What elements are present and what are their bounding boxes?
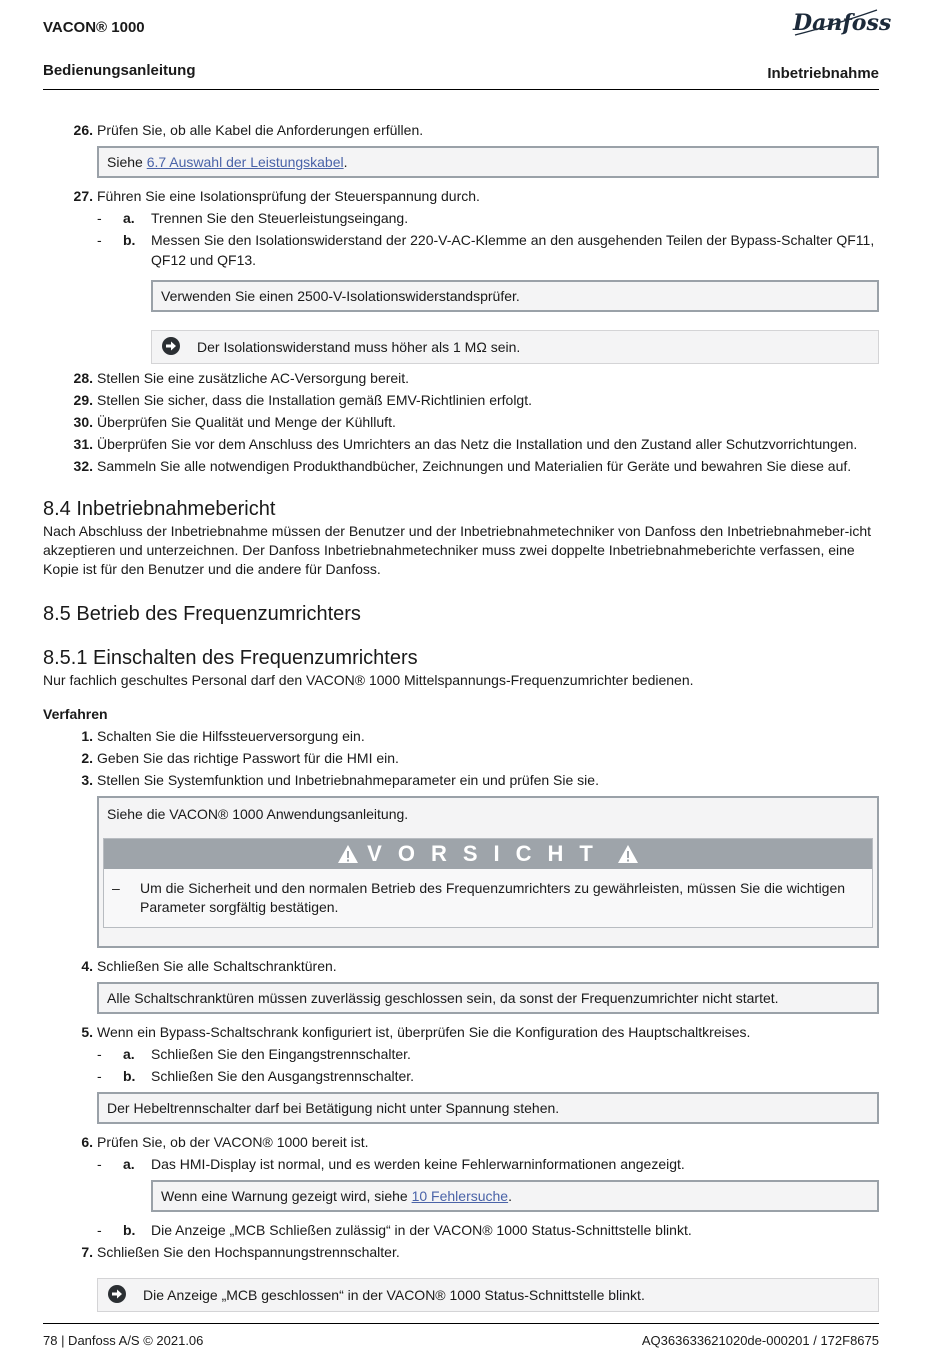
step-29 xyxy=(43,390,879,410)
step-number: 4. xyxy=(81,958,93,974)
warning-icon xyxy=(337,844,359,864)
step-number: 3. xyxy=(81,772,93,788)
substep-27a xyxy=(43,208,879,228)
danfoss-logo-text: Danfoss xyxy=(793,10,892,36)
substep-5a xyxy=(43,1044,879,1064)
section-body-8-4: Nach Abschluss der Inbetriebnahme müssen der Benutzer und der Inbetriebnahmetechniker von Danfoss den Inbetriebnahmeber-icht akzeptieren und unterzeichnen. Der Danfoss Inbetriebnahmetechniker muss zwei doppelte Inbetriebnahmeberichte verfassen, eine Kopie ist für den Benutzer und die andere für Danfoss. xyxy=(43,523,872,577)
substep-letter: a. xyxy=(123,1156,135,1172)
note-text: Siehe xyxy=(107,154,147,170)
substep-letter: a. xyxy=(123,1046,135,1062)
substep-letter: b. xyxy=(123,1222,136,1238)
step-32 xyxy=(43,456,879,476)
step-number: 5. xyxy=(81,1024,93,1040)
footer-doc-code: AQ363633621020de-000201 / 172F8675 xyxy=(641,1333,879,1348)
proc-step-2 xyxy=(43,748,879,768)
note-suffix: . xyxy=(343,154,348,170)
footer-page-info: 78 | Danfoss A/S © 2021.06 xyxy=(43,1333,204,1348)
danfoss-logo xyxy=(791,4,892,40)
substep-dash: - xyxy=(97,232,102,248)
proc-step-6 xyxy=(43,1132,879,1152)
warning-icon xyxy=(617,844,639,864)
step-number: 27. xyxy=(73,188,93,204)
step-text: Stellen Sie eine zusätzliche AC-Versorgung bereit. xyxy=(97,370,410,386)
step-text: Überprüfen Sie vor dem Anschluss des Umrichters an das Netz die Installation und den Zustand aller Schutzvorrichtungen. xyxy=(97,436,858,452)
step-number: 29. xyxy=(73,392,93,408)
caution-body xyxy=(104,869,872,927)
note-box-with-caution xyxy=(97,796,879,948)
proc-step-4 xyxy=(43,956,879,976)
step-text: Stellen Sie Systemfunktion und Inbetriebnahmeparameter ein und prüfen Sie sie. xyxy=(97,772,599,788)
step-text: Stellen Sie sicher, dass die Installation gemäß EMV-Richtlinien erfolgt. xyxy=(97,392,532,408)
note-box: Der Hebeltrennschalter darf bei Betätigung nicht unter Spannung stehen. xyxy=(97,1092,879,1124)
header-divider xyxy=(43,89,879,90)
note-suffix: . xyxy=(508,1188,512,1204)
step-text: Wenn ein Bypass-Schaltschrank konfiguriert ist, überprüfen Sie die Konfiguration des Hauptschaltkreises. xyxy=(97,1024,751,1040)
substep-text: Schließen Sie den Ausgangstrennschalter. xyxy=(151,1068,415,1084)
substep-dash: - xyxy=(97,1068,102,1084)
caution-bullet: – xyxy=(112,880,120,896)
step-number: 28. xyxy=(73,370,93,386)
substep-letter: b. xyxy=(123,1068,136,1084)
footer-divider xyxy=(43,1323,879,1324)
step-28 xyxy=(43,368,879,388)
caution-panel xyxy=(103,838,873,928)
section-heading-8-5-1: 8.5.1 Einschalten des Frequenzumrichters xyxy=(43,647,418,669)
proc-step-1 xyxy=(43,726,879,746)
step-31 xyxy=(43,434,879,454)
substep-text: Die Anzeige „MCB Schließen zulässig“ in der VACON® 1000 Status-Schnittstelle blinkt. xyxy=(151,1222,692,1238)
step-text: Sammeln Sie alle notwendigen Produkthandbücher, Zeichnungen und Materialien für Geräte und bewahren Sie diese auf. xyxy=(97,458,852,474)
step-text: Prüfen Sie, ob der VACON® 1000 bereit ist. xyxy=(97,1134,369,1150)
note-box: Verwenden Sie einen 2500-V-Isolationswiderstandsprüfer. xyxy=(151,280,879,312)
section-body-8-5-1: Nur fachlich geschultes Personal darf den VACON® 1000 Mittelspannungs-Frequenzumrichter bedienen. xyxy=(43,672,694,688)
step-number: 30. xyxy=(73,414,93,430)
link-troubleshooting[interactable]: 10 Fehlersuche xyxy=(411,1188,509,1204)
substep-5b xyxy=(43,1066,879,1086)
note-box xyxy=(97,146,879,178)
step-number: 31. xyxy=(73,436,93,452)
substep-dash: - xyxy=(97,210,102,226)
substep-letter: a. xyxy=(123,210,135,226)
result-box xyxy=(97,1278,879,1312)
substep-text: Das HMI-Display ist normal, und es werden keine Fehlerwarninformationen angezeigt. xyxy=(151,1156,685,1172)
step-number: 32. xyxy=(73,458,93,474)
step-text: Schalten Sie die Hilfssteuerversorgung ein. xyxy=(97,728,365,744)
step-text: Führen Sie eine Isolationsprüfung der Steuerspannung durch. xyxy=(97,188,480,204)
step-text: Schließen Sie den Hochspannungstrennschalter. xyxy=(97,1244,400,1260)
result-text: Der Isolationswiderstand muss höher als 1 MΩ sein. xyxy=(197,339,521,355)
header-section: Inbetriebnahme xyxy=(767,65,879,82)
step-30 xyxy=(43,412,879,432)
substep-text: Schließen Sie den Eingangstrennschalter. xyxy=(151,1046,411,1062)
substep-dash: - xyxy=(97,1046,102,1062)
note-box: Alle Schaltschranktüren müssen zuverlässig geschlossen sein, da sonst der Frequenzumrichter nicht startet. xyxy=(97,982,879,1014)
step-number: 2. xyxy=(81,750,93,766)
link-power-cables[interactable]: 6.7 Auswahl der Leistungskabel xyxy=(146,154,344,170)
caution-header xyxy=(104,839,872,869)
result-text: Die Anzeige „MCB geschlossen“ in der VACON® 1000 Status-Schnittstelle blinkt. xyxy=(143,1287,645,1303)
step-text: Überprüfen Sie Qualität und Menge der Kühlluft. xyxy=(97,414,396,430)
substep-letter: b. xyxy=(123,232,136,248)
step-text: Schließen Sie alle Schaltschranktüren. xyxy=(97,958,337,974)
section-heading-8-5: 8.5 Betrieb des Frequenzumrichters xyxy=(43,603,361,625)
section-heading-8-4: 8.4 Inbetriebnahmebericht xyxy=(43,498,276,520)
note-text: Siehe die VACON® 1000 Anwendungsanleitung. xyxy=(107,806,409,822)
step-text: Geben Sie das richtige Passwort für die HMI ein. xyxy=(97,750,399,766)
arrow-right-circle-icon xyxy=(162,337,180,355)
substep-6b xyxy=(43,1220,879,1240)
step-number: 1. xyxy=(81,728,93,744)
substep-dash: - xyxy=(97,1156,102,1172)
step-27 xyxy=(43,186,879,206)
step-text: Prüfen Sie, ob alle Kabel die Anforderungen erfüllen. xyxy=(97,122,424,138)
header-product: VACON® 1000 xyxy=(43,19,145,36)
caution-heading: VORSICHT xyxy=(367,841,609,866)
note-text: Wenn eine Warnung gezeigt wird, siehe xyxy=(161,1188,412,1204)
proc-step-5 xyxy=(43,1022,879,1042)
proc-step-7 xyxy=(43,1242,879,1262)
step-26 xyxy=(43,120,879,140)
result-box xyxy=(151,330,879,364)
substep-text: Messen Sie den Isolationswiderstand der 220-V-AC-Klemme an den ausgehenden Teilen der Bypass-Schalter QF11, QF12 und QF13. xyxy=(151,232,875,268)
header-doc-type: Bedienungsanleitung xyxy=(43,62,196,79)
substep-dash: - xyxy=(97,1222,102,1238)
step-number: 6. xyxy=(81,1134,93,1150)
step-number: 26. xyxy=(73,122,93,138)
substep-text: Trennen Sie den Steuerleistungseingang. xyxy=(151,210,409,226)
main-content xyxy=(43,120,879,1316)
procedure-label: Verfahren xyxy=(43,706,108,722)
proc-step-3 xyxy=(43,770,879,790)
step-number: 7. xyxy=(81,1244,93,1260)
substep-6a xyxy=(43,1154,879,1174)
caution-text: Um die Sicherheit und den normalen Betrieb des Frequenzumrichters zu gewährleisten, müssen Sie die wichtigen Parameter sorgfältig bestätigen. xyxy=(140,880,846,915)
note-box xyxy=(151,1180,879,1212)
substep-27b xyxy=(43,230,879,270)
arrow-right-circle-icon xyxy=(108,1285,126,1303)
